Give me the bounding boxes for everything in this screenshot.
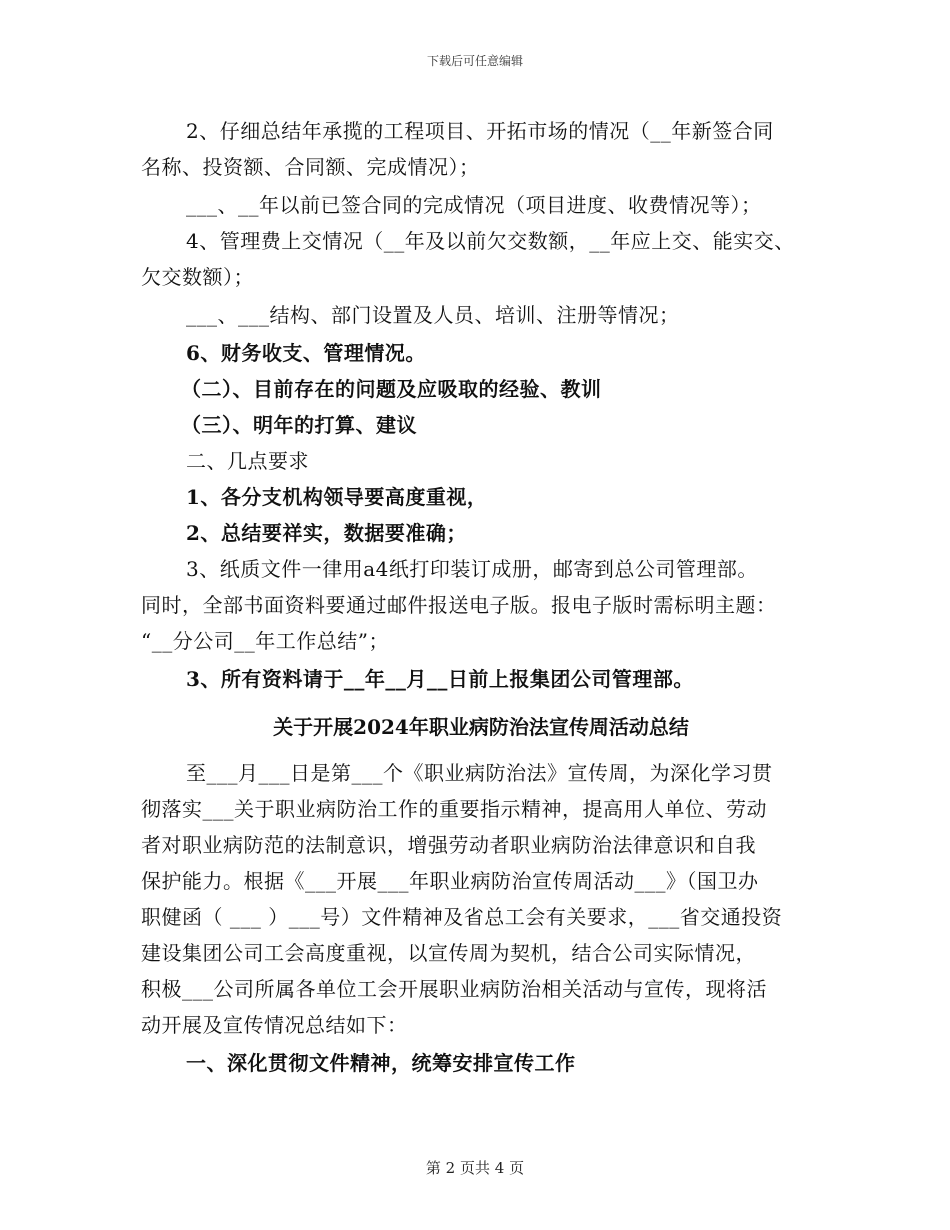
paragraph-line: 者对职业病防范的法制意识，增强劳动者职业病防治法律意识和自我 (141, 833, 756, 857)
paragraph-line: 积极___公司所属各单位工会开展职业病防治相关活动与宣传，现将活 (141, 977, 767, 1001)
list-item: 3、纸质文件一律用a4纸打印装订成册，邮寄到总公司管理部。 (186, 557, 758, 581)
section-heading: 二、几点要求 (186, 449, 309, 473)
document-body (141, 113, 821, 1081)
list-item-continuation: 名称、投资额、合同额、完成情况）； (141, 155, 480, 179)
paragraph-line: 至___月___日是第___个《职业病防治法》宣传周，为深化学习贯 (186, 761, 773, 785)
section-heading: （三）、明年的打算、建议 (181, 413, 417, 437)
list-item-continuation: 欠交数额）； (141, 265, 254, 289)
page-header: 下载后可任意编辑 (426, 54, 523, 68)
list-item: 4、管理费上交情况（__年及以前欠交数额，__年应上交、能实交、 (186, 229, 795, 253)
list-item-continuation: 同时，全部书面资料要通过邮件报送电子版。报电子版时需标明主题： (141, 593, 777, 617)
list-item: 2、仔细总结年承揽的工程项目、开拓市场的情况（__年新签合同 (186, 119, 774, 143)
paragraph-line: 建设集团公司工会高度重视，以宣传周为契机，结合公司实际情况， (141, 941, 756, 965)
list-item: 1、各分支机构领导要高度重视， (186, 485, 488, 509)
list-item: ___、__年以前已签合同的完成情况（项目进度、收费情况等）； (186, 193, 762, 217)
list-item: ___、___结构、部门设置及人员、培训、注册等情况； (186, 303, 680, 327)
list-item: 3、所有资料请于__年__月__日前上报集团公司管理部。 (186, 667, 694, 691)
paragraph-line: 动开展及宣传情况总结如下： (141, 1013, 408, 1037)
section-heading: （二）、目前存在的问题及应吸取的经验、教训 (181, 377, 602, 401)
page-footer: 第 2 页共 4 页 (425, 1159, 525, 1177)
paragraph-line: 彻落实___关于职业病防治工作的重要指示精神，提高用人单位、劳动 (141, 797, 767, 821)
list-item: 6、财务收支、管理情况。 (186, 341, 426, 365)
list-item-continuation: “__分公司__年工作总结”； (141, 629, 389, 653)
paragraph-line: 职健函（ ___ ）___号）文件精神及省总工会有关要求，___省交通投资 (141, 905, 783, 929)
section-heading: 一、深化贯彻文件精神，统筹安排宣传工作 (186, 1051, 576, 1075)
paragraph-line: 保护能力。根据《___开展___年职业病防治宣传周活动___》（国卫办 (141, 869, 759, 893)
document-title: 关于开展2024年职业病防治法宣传周活动总结 (273, 715, 689, 739)
list-item: 2、总结要祥实，数据要准确； (186, 521, 467, 545)
